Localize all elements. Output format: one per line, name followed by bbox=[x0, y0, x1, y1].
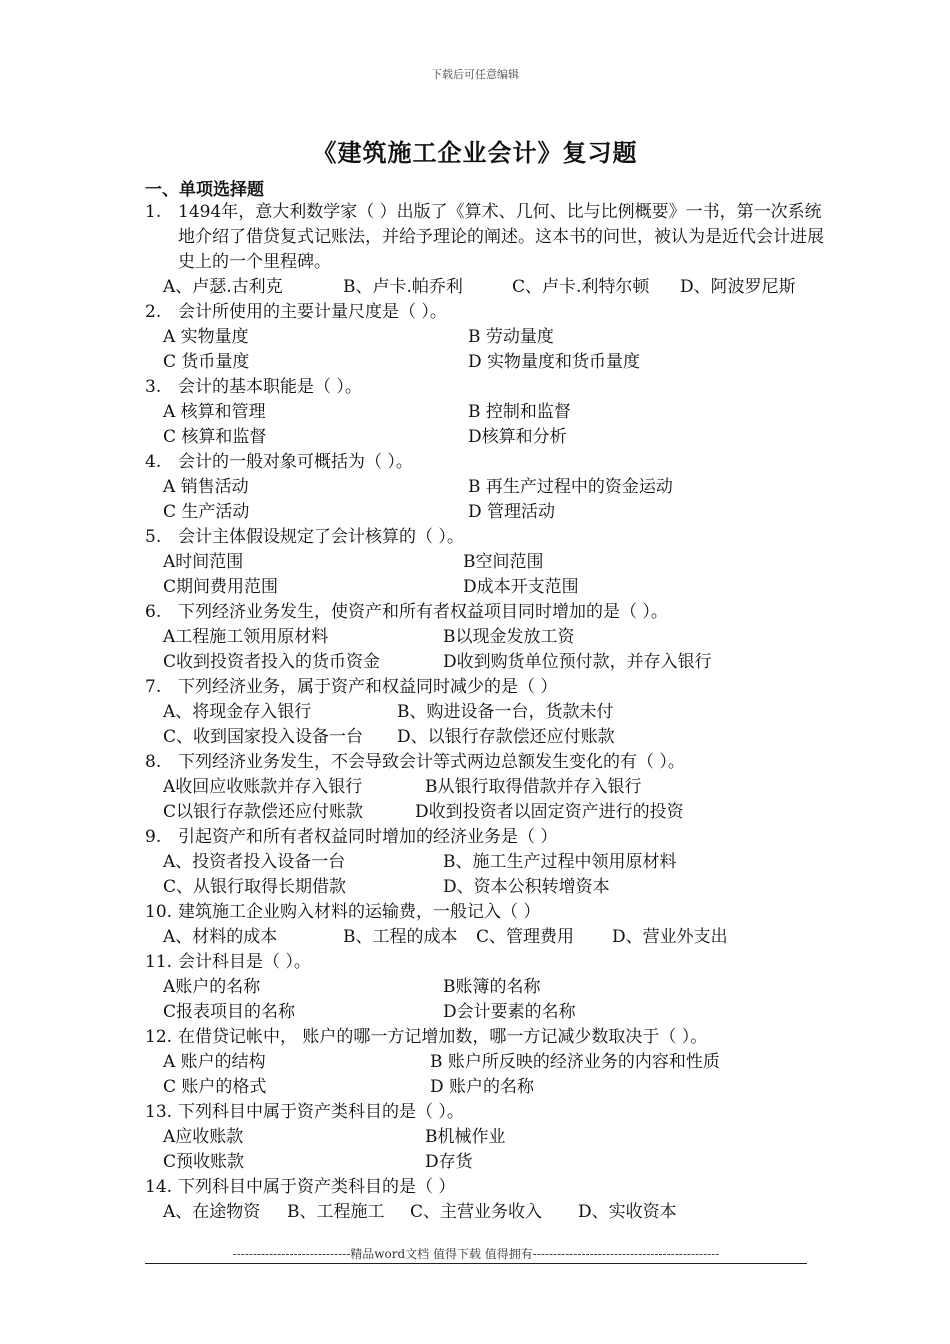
question-6 bbox=[145, 600, 835, 675]
question-text: 在借贷记帐中， 账户的哪一方记增加数，哪一方记减少数取决于（ ）。 bbox=[178, 1027, 708, 1047]
option-a: A、投资者投入设备一台 bbox=[163, 852, 346, 872]
option-row bbox=[145, 1075, 835, 1100]
question-11 bbox=[145, 950, 835, 1025]
option-a: A 账户的结构 bbox=[163, 1052, 266, 1072]
option-d: D核算和分析 bbox=[468, 427, 567, 447]
option-d: D 实物量度和货币量度 bbox=[468, 352, 641, 372]
question-number: 6. bbox=[145, 602, 162, 622]
question-12 bbox=[145, 1025, 835, 1100]
option-c: C 货币量度 bbox=[163, 352, 250, 372]
option-c: C、主营业务收入 bbox=[410, 1202, 543, 1222]
option-b: B 劳动量度 bbox=[468, 327, 554, 347]
option-row bbox=[145, 850, 835, 875]
option-a: A 核算和管理 bbox=[163, 402, 266, 422]
question-4 bbox=[145, 450, 835, 525]
option-d: D收到购货单位预付款，并存入银行 bbox=[443, 652, 712, 672]
option-row bbox=[145, 1150, 835, 1175]
question-number: 14. bbox=[145, 1177, 173, 1197]
question-text: 建筑施工企业购入材料的运输费，一般记入（ ） bbox=[178, 902, 541, 922]
question-10 bbox=[145, 900, 835, 950]
option-b: B以现金发放工资 bbox=[443, 627, 575, 647]
option-c: C、收到国家投入设备一台 bbox=[163, 727, 364, 747]
option-row bbox=[145, 400, 835, 425]
question-number: 11. bbox=[145, 952, 173, 972]
option-b: B、卢卡.帕乔利 bbox=[343, 277, 463, 297]
option-b: B、工程施工 bbox=[287, 1202, 385, 1222]
question-number: 13. bbox=[145, 1102, 173, 1122]
question-text: 会计的一般对象可概括为（ ）。 bbox=[178, 452, 413, 472]
option-a: A、在途物资 bbox=[163, 1202, 261, 1222]
option-d: D、资本公积转增资本 bbox=[443, 877, 610, 897]
option-b: B空间范围 bbox=[463, 552, 544, 572]
option-a: A账户的名称 bbox=[163, 977, 261, 997]
option-c: C、管理费用 bbox=[476, 927, 575, 947]
question-number: 5. bbox=[145, 527, 162, 547]
option-c: C期间费用范围 bbox=[163, 577, 279, 597]
question-number: 8. bbox=[145, 752, 162, 772]
option-b: B从银行取得借款并存入银行 bbox=[425, 777, 642, 797]
option-row bbox=[145, 575, 835, 600]
option-a: A时间范围 bbox=[163, 552, 244, 572]
question-5 bbox=[145, 525, 835, 600]
question-number: 12. bbox=[145, 1027, 173, 1047]
option-a: A 实物量度 bbox=[163, 327, 249, 347]
option-d: D存货 bbox=[425, 1152, 473, 1172]
option-c: C收到投资者投入的货币资金 bbox=[163, 652, 381, 672]
option-c: C 核算和监督 bbox=[163, 427, 267, 447]
option-row bbox=[145, 925, 835, 950]
option-a: A、材料的成本 bbox=[163, 927, 278, 947]
option-d: D、阿波罗尼斯 bbox=[680, 277, 796, 297]
question-text: 下列经济业务，属于资产和权益同时减少的是（ ） bbox=[178, 677, 558, 697]
option-row bbox=[145, 475, 835, 500]
question-list bbox=[145, 200, 835, 1225]
option-d: D、以银行存款偿还应付账款 bbox=[397, 727, 615, 747]
option-b: B机械作业 bbox=[425, 1127, 506, 1147]
option-row bbox=[145, 350, 835, 375]
option-row bbox=[145, 650, 835, 675]
footer-text: -----------------------------精品word文档 值得下载 值得拥有---------------------------------------------- bbox=[232, 1247, 720, 1261]
question-text: 下列经济业务发生，使资产和所有者权益项目同时增加的是（ ）。 bbox=[178, 602, 668, 622]
question-text: 会计科目是（ ）。 bbox=[178, 952, 311, 972]
option-row bbox=[145, 550, 835, 575]
question-number: 10. bbox=[145, 902, 173, 922]
option-row bbox=[145, 325, 835, 350]
option-row bbox=[145, 425, 835, 450]
footer-rule bbox=[145, 1263, 807, 1264]
question-number: 1. bbox=[145, 202, 162, 222]
option-row bbox=[145, 1200, 835, 1225]
header-note: 下载后可任意编辑 bbox=[431, 68, 519, 81]
question-13 bbox=[145, 1100, 835, 1175]
question-2 bbox=[145, 300, 835, 375]
option-c: C以银行存款偿还应付账款 bbox=[163, 802, 364, 822]
option-d: D收到投资者以固定资产进行的投资 bbox=[415, 802, 684, 822]
option-c: C报表项目的名称 bbox=[163, 1002, 296, 1022]
question-number: 2. bbox=[145, 302, 162, 322]
option-row bbox=[145, 800, 835, 825]
option-row bbox=[145, 775, 835, 800]
option-row bbox=[145, 875, 835, 900]
option-b: B 账户所反映的经济业务的内容和性质 bbox=[430, 1052, 720, 1072]
question-text: 会计所使用的主要计量尺度是（ ）。 bbox=[178, 302, 447, 322]
option-row bbox=[145, 625, 835, 650]
option-a: A收回应收账款并存入银行 bbox=[163, 777, 363, 797]
option-a: A 销售活动 bbox=[163, 477, 249, 497]
option-b: B账簿的名称 bbox=[443, 977, 541, 997]
option-d: D会计要素的名称 bbox=[443, 1002, 576, 1022]
section-heading: 一、单项选择题 bbox=[145, 180, 264, 200]
question-text: 下列科目中属于资产类科目的是（ ）。 bbox=[178, 1102, 464, 1122]
question-text: 引起资产和所有者权益同时增加的经济业务是（ ） bbox=[178, 827, 558, 847]
question-text: 会计的基本职能是（ ）。 bbox=[178, 377, 362, 397]
option-a: A、将现金存入银行 bbox=[163, 702, 312, 722]
option-row bbox=[145, 1125, 835, 1150]
option-row bbox=[145, 275, 835, 300]
question-7 bbox=[145, 675, 835, 750]
question-text: 会计主体假设规定了会计核算的（ ）。 bbox=[178, 527, 464, 547]
option-b: B 再生产过程中的资金运动 bbox=[468, 477, 673, 497]
option-row bbox=[145, 700, 835, 725]
option-c: C、从银行取得长期借款 bbox=[163, 877, 347, 897]
option-b: B、工程的成本 bbox=[343, 927, 458, 947]
question-1 bbox=[145, 200, 835, 300]
option-row bbox=[145, 1000, 835, 1025]
question-number: 3. bbox=[145, 377, 162, 397]
question-number: 4. bbox=[145, 452, 162, 472]
option-c: C、卢卡.利特尔顿 bbox=[512, 277, 650, 297]
option-d: D成本开支范围 bbox=[463, 577, 579, 597]
option-row bbox=[145, 975, 835, 1000]
option-d: D 管理活动 bbox=[468, 502, 556, 522]
option-b: B、施工生产过程中领用原材料 bbox=[443, 852, 677, 872]
question-14 bbox=[145, 1175, 835, 1225]
question-text: 1494年，意大利数学家（ ）出版了《算术、几何、比与比例概要》一书，第一次系统地介绍了借贷复式记账法，并给予理论的阐述。这本书的问世，被认为是近代会计进展史上的一个里程碑。 bbox=[178, 202, 824, 272]
question-number: 9. bbox=[145, 827, 162, 847]
option-d: D、实收资本 bbox=[578, 1202, 677, 1222]
option-c: C预收账款 bbox=[163, 1152, 245, 1172]
option-a: A工程施工领用原材料 bbox=[163, 627, 329, 647]
option-row bbox=[145, 1050, 835, 1075]
option-c: C 生产活动 bbox=[163, 502, 250, 522]
option-d: D 账户的名称 bbox=[430, 1077, 535, 1097]
option-a: A应收账款 bbox=[163, 1127, 244, 1147]
option-row bbox=[145, 500, 835, 525]
question-number: 7. bbox=[145, 677, 162, 697]
option-a: A、卢瑟.古利克 bbox=[163, 277, 283, 297]
question-8 bbox=[145, 750, 835, 825]
document-title: 《建筑施工企业会计》复习题 bbox=[312, 138, 638, 167]
option-b: B 控制和监督 bbox=[468, 402, 571, 422]
question-text: 下列经济业务发生，不会导致会计等式两边总额发生变化的有（ ）。 bbox=[178, 752, 685, 772]
option-c: C 账户的格式 bbox=[163, 1077, 267, 1097]
question-9 bbox=[145, 825, 835, 900]
option-b: B、购进设备一台，货款未付 bbox=[397, 702, 614, 722]
question-text: 下列科目中属于资产类科目的是（ ） bbox=[178, 1177, 456, 1197]
option-d: D、营业外支出 bbox=[612, 927, 728, 947]
option-row bbox=[145, 725, 835, 750]
question-3 bbox=[145, 375, 835, 450]
